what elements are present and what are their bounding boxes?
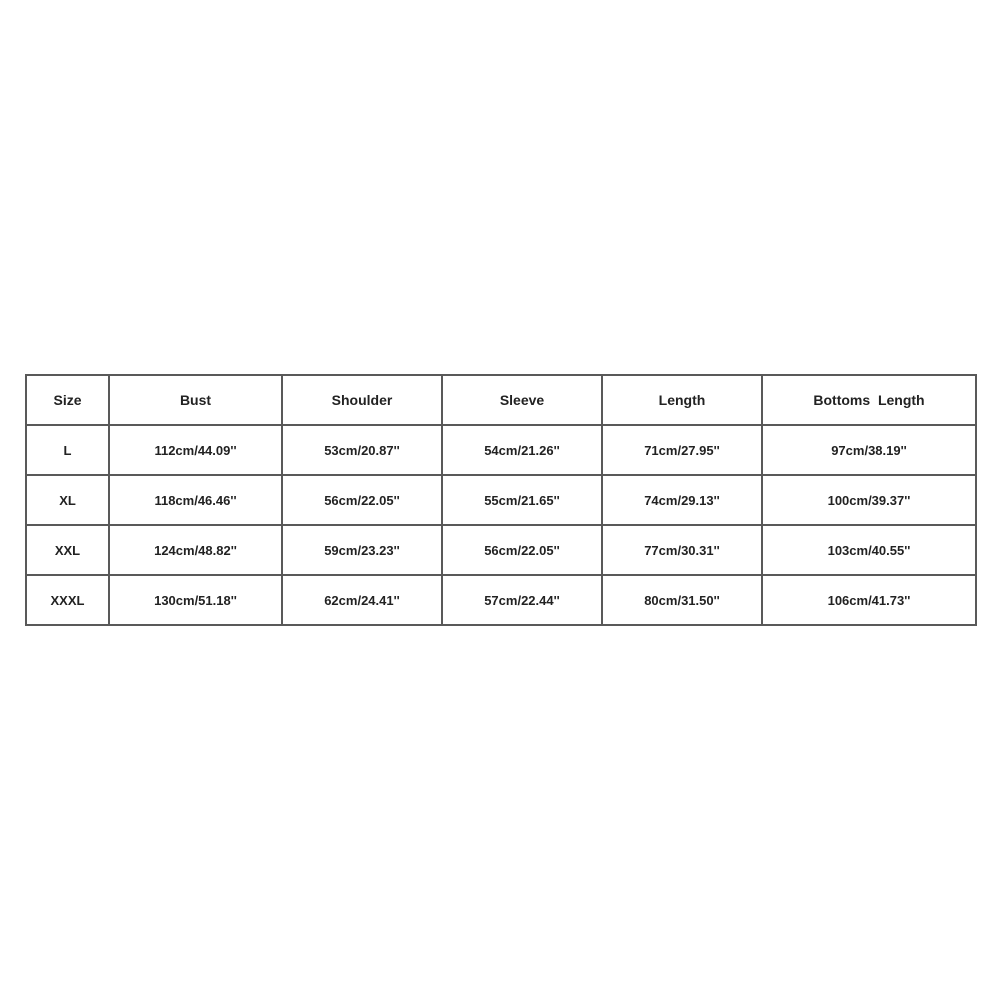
cell-length: 74cm/29.13'' (602, 475, 762, 525)
cell-sleeve: 55cm/21.65'' (442, 475, 602, 525)
cell-size: XXXL (26, 575, 109, 625)
cell-bust: 118cm/46.46'' (109, 475, 282, 525)
header-bust: Bust (109, 375, 282, 425)
cell-bottoms-length: 103cm/40.55'' (762, 525, 976, 575)
header-sleeve: Sleeve (442, 375, 602, 425)
cell-size: XXL (26, 525, 109, 575)
cell-length: 71cm/27.95'' (602, 425, 762, 475)
cell-sleeve: 57cm/22.44'' (442, 575, 602, 625)
cell-bust: 130cm/51.18'' (109, 575, 282, 625)
table-row (26, 425, 976, 475)
header-length: Length (602, 375, 762, 425)
cell-bottoms-length: 97cm/38.19'' (762, 425, 976, 475)
table-row (26, 475, 976, 525)
cell-sleeve: 54cm/21.26'' (442, 425, 602, 475)
header-size: Size (26, 375, 109, 425)
cell-size: XL (26, 475, 109, 525)
cell-shoulder: 62cm/24.41'' (282, 575, 442, 625)
cell-sleeve: 56cm/22.05'' (442, 525, 602, 575)
header-bottoms-length: Bottoms Length (762, 375, 976, 425)
cell-shoulder: 56cm/22.05'' (282, 475, 442, 525)
cell-bust: 112cm/44.09'' (109, 425, 282, 475)
cell-shoulder: 59cm/23.23'' (282, 525, 442, 575)
cell-bottoms-length: 100cm/39.37'' (762, 475, 976, 525)
table-row (26, 575, 976, 625)
cell-length: 77cm/30.31'' (602, 525, 762, 575)
table-row (26, 525, 976, 575)
cell-size: L (26, 425, 109, 475)
cell-bust: 124cm/48.82'' (109, 525, 282, 575)
size-chart-table (25, 374, 977, 626)
cell-shoulder: 53cm/20.87'' (282, 425, 442, 475)
cell-bottoms-length: 106cm/41.73'' (762, 575, 976, 625)
cell-length: 80cm/31.50'' (602, 575, 762, 625)
table-header-row (26, 375, 976, 425)
header-shoulder: Shoulder (282, 375, 442, 425)
